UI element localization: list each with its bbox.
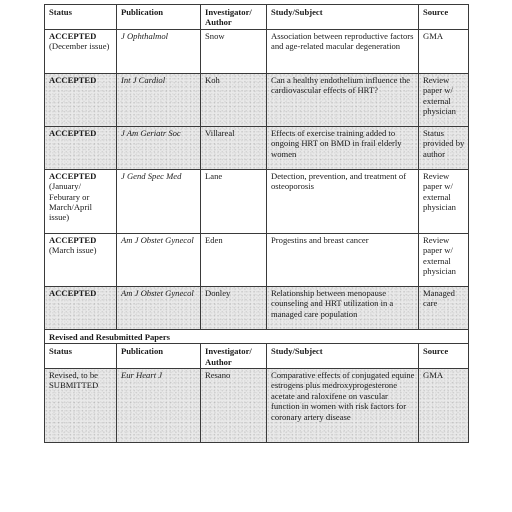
study-cell: Relationship between menopause counseling and HRT utilization in a managed care population	[267, 286, 419, 329]
study-cell: Comparative effects of conjugated equine estrogens plus medroxyprogesterone acetate and raloxifene on vascular function in women with risk factors for coronary artery disease	[267, 369, 419, 443]
investigator-cell: Snow	[201, 29, 267, 73]
publication-status-table	[44, 4, 469, 443]
header-investigator: Investigator/ Author	[201, 5, 267, 30]
table-row	[45, 233, 469, 286]
publication-cell: Am J Obstet Gynecol	[117, 286, 201, 329]
header-row-revised	[45, 344, 469, 369]
section-row	[45, 329, 469, 343]
status-text: ACCEPTED	[49, 170, 97, 181]
study-cell: Effects of exercise training added to ongoing HRT on BMD in frail elderly women	[267, 126, 419, 169]
section-title: Revised and Resubmitted Papers	[45, 329, 469, 343]
source-cell: Review paper w/ external physician	[419, 233, 469, 286]
header-source: Source	[419, 344, 469, 369]
status-text: ACCEPTED	[49, 127, 97, 138]
status-cell	[45, 169, 117, 233]
table-row	[45, 369, 469, 443]
study-cell: Association between reproductive factors and age-related macular degeneration	[267, 29, 419, 73]
investigator-cell: Eden	[201, 233, 267, 286]
publication-cell: J Am Geriatr Soc	[117, 126, 201, 169]
header-study: Study/Subject	[267, 344, 419, 369]
header-publication: Publication	[117, 5, 201, 30]
publication-cell: Am J Obstet Gynecol	[117, 233, 201, 286]
status-text: ACCEPTED	[49, 74, 97, 85]
source-cell: GMA	[419, 29, 469, 73]
header-row	[45, 5, 469, 30]
publication-cell: J Ophthalmol	[117, 29, 201, 73]
status-cell: Revised, to be SUBMITTED	[45, 369, 117, 443]
status-cell	[45, 73, 117, 126]
status-text: ACCEPTED	[49, 30, 97, 41]
source-cell: Status provided by author	[419, 126, 469, 169]
investigator-cell: Lane	[201, 169, 267, 233]
source-cell: GMA	[419, 369, 469, 443]
status-note: (January/ Feburary or March/April issue)	[49, 181, 92, 223]
publication-cell: Eur Heart J	[117, 369, 201, 443]
header-investigator: Investigator/ Author	[201, 344, 267, 369]
source-cell: Managed care	[419, 286, 469, 329]
status-cell	[45, 233, 117, 286]
status-cell	[45, 29, 117, 73]
investigator-cell: Resano	[201, 369, 267, 443]
investigator-cell: Donley	[201, 286, 267, 329]
study-cell: Detection, prevention, and treatment of osteoporosis	[267, 169, 419, 233]
publication-cell: J Gend Spec Med	[117, 169, 201, 233]
table-row	[45, 169, 469, 233]
header-publication: Publication	[117, 344, 201, 369]
publication-status-sheet	[44, 4, 468, 443]
header-status: Status	[45, 344, 117, 369]
status-note: (December issue)	[49, 41, 110, 52]
study-cell: Progestins and breast cancer	[267, 233, 419, 286]
header-source: Source	[419, 5, 469, 30]
table-row	[45, 73, 469, 126]
status-text: ACCEPTED	[49, 234, 97, 245]
investigator-cell: Koh	[201, 73, 267, 126]
study-cell: Can a healthy endothelium influence the cardiovascular effects of HRT?	[267, 73, 419, 126]
status-note: (March issue)	[49, 245, 97, 256]
investigator-cell: Villareal	[201, 126, 267, 169]
table-row	[45, 29, 469, 73]
status-text: ACCEPTED	[49, 287, 97, 298]
publication-cell: Int J Cardiol	[117, 73, 201, 126]
header-status: Status	[45, 5, 117, 30]
table-row	[45, 126, 469, 169]
header-study: Study/Subject	[267, 5, 419, 30]
source-cell: Review paper w/ external physician	[419, 169, 469, 233]
source-cell: Review paper w/ external physician	[419, 73, 469, 126]
status-cell	[45, 286, 117, 329]
table-row	[45, 286, 469, 329]
status-cell	[45, 126, 117, 169]
